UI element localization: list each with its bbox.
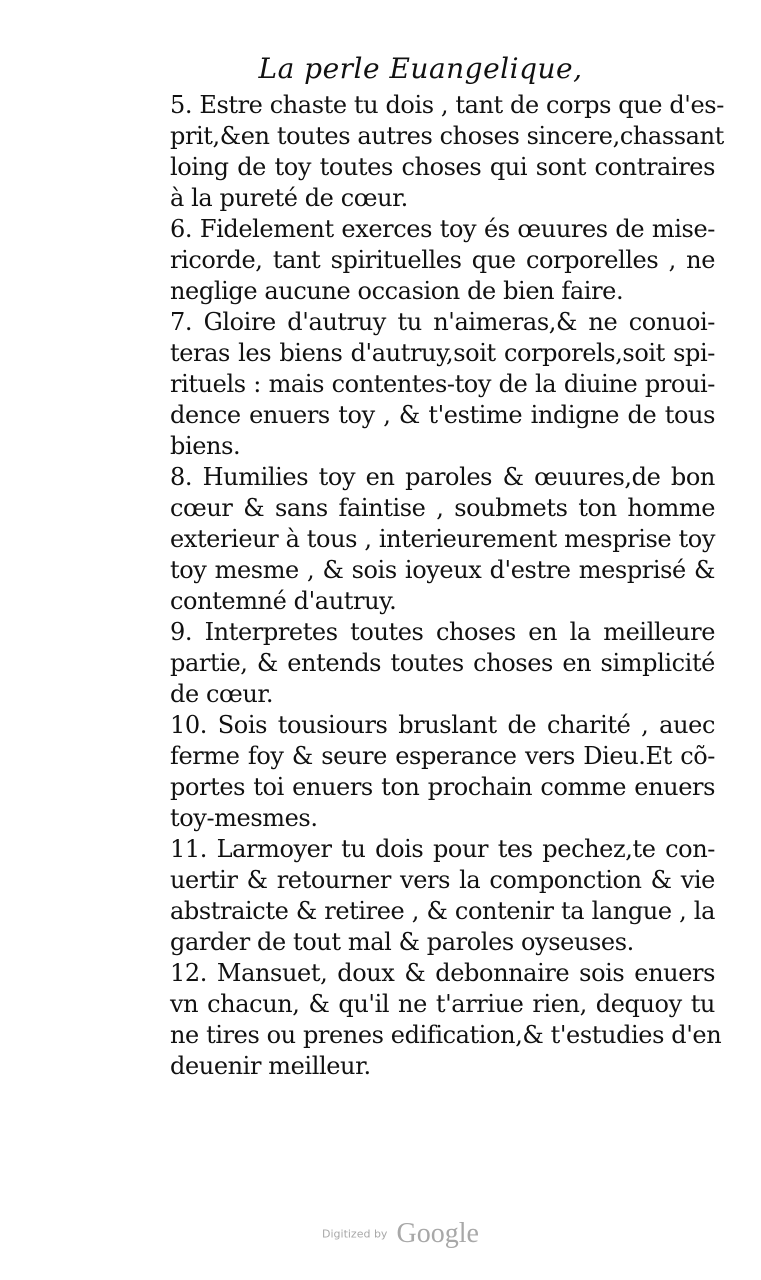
text-line: 5. Estre chaste tu dois , tant de corps que d'es- (170, 91, 724, 119)
digitized-by-label: Digitized by (322, 1227, 388, 1241)
text-line: exterieur à tous , interieurement mesprise toy (170, 525, 715, 553)
text-line: abstraicte & retiree , & contenir ta langue , la (170, 897, 715, 925)
text-line: 6. Fidelement exerces toy és œuures de mise- (170, 215, 715, 243)
text-line: à la pureté de cœur. (170, 184, 408, 212)
text-line: toy mesme , & sois ioyeux d'estre mesprisé & (170, 556, 715, 584)
text-line: rituels : mais contentes-toy de la diuine proui- (170, 370, 715, 398)
text-line: 12. Mansuet, doux & debonnaire sois enuers (170, 959, 715, 987)
text-line: teras les biens d'autruy,soit corporels,soit spi- (170, 339, 715, 367)
text-line: vn chacun, & qu'il ne t'arriue rien, dequoy tu (170, 990, 715, 1018)
text-line: de cœur. (170, 680, 274, 708)
text-line: deuenir meilleur. (170, 1052, 371, 1080)
body-text (170, 90, 724, 1082)
text-line: 10. Sois tousiours bruslant de charité , auec (170, 711, 715, 739)
text-line: neglige aucune occasion de bien faire. (170, 277, 624, 305)
text-line: portes toi enuers ton prochain comme enuers (170, 773, 715, 801)
text-line: biens. (170, 432, 241, 460)
text-line: contemné d'autruy. (170, 587, 397, 615)
text-line: loing de toy toutes choses qui sont contraires (170, 153, 715, 181)
text-line: ne tires ou prenes edification,& t'estudies d'en (170, 1021, 722, 1049)
running-header: La perle Euangelique, (258, 52, 583, 85)
text-line: dence enuers toy , & t'estime indigne de tous (170, 401, 715, 429)
text-line: ferme foy & seure esperance vers Dieu.Et cõ- (170, 742, 715, 770)
text-line: 9. Interpretes toutes choses en la meilleure (170, 618, 715, 646)
text-line: 7. Gloire d'autruy tu n'aimeras,& ne conuoi- (170, 308, 715, 336)
text-line: garder de tout mal & paroles oyseuses. (170, 928, 634, 956)
text-line: prit,&en toutes autres choses sincere,chassant (170, 122, 724, 150)
text-line: 8. Humilies toy en paroles & œuures,de bon (170, 463, 715, 491)
digitization-watermark (0, 1218, 761, 1250)
text-line: uertir & retourner vers la componction & vie (170, 866, 715, 894)
text-line: partie, & entends toutes choses en simplicité (170, 649, 715, 677)
text-line: ricorde, tant spirituelles que corporelles , ne (170, 246, 715, 274)
google-logo-text: Google (396, 1218, 479, 1249)
text-line: toy-mesmes. (170, 804, 318, 832)
text-line: cœur & sans faintise , soubmets ton homme (170, 494, 715, 522)
text-line: 11. Larmoyer tu dois pour tes pechez,te con- (170, 835, 715, 863)
